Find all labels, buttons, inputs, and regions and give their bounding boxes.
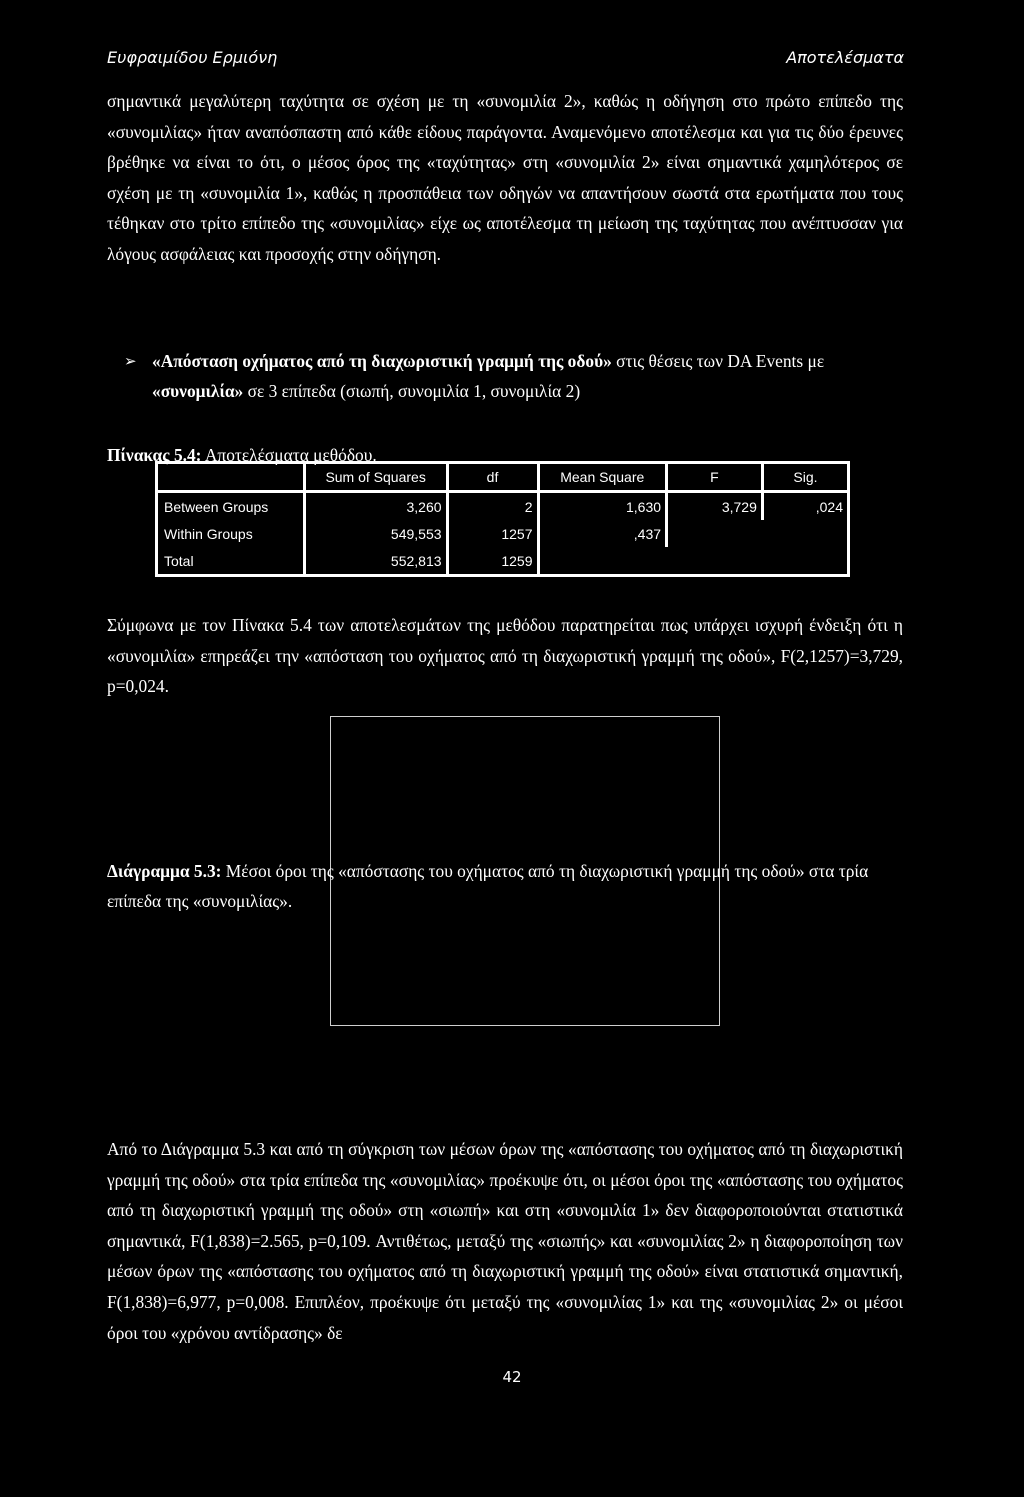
- cell-ms: [538, 547, 667, 576]
- cell-sig: [762, 547, 848, 576]
- header-section: Αποτελέσματα: [786, 48, 904, 67]
- paragraph-1: σημαντικά μεγαλύτερη ταχύτητα σε σχέση με τη «συνομιλία 2», καθώς η οδήγηση στο πρώτο επίπεδο της «συνομιλίας» ήταν αναπόσπαστη από κάθε είδους παράγοντα. Αναμενόμενο αποτέλεσμα και για τις δύο έρευνες βρέθηκε να είναι το ότι, ο μέσος όρος της «ταχύτητας» στη «συνομιλία 2» είναι σημαντικά χαμηλότερος σε σχέση με τη «συνομιλία 1», καθώς η προσπάθεια των οδηγών να απαντήσουν σωστά στα ερωτήματα που τους τέθηκαν στο τρίτο επίπεδο της «συνομιλίας» είχε ως αποτέλεσμα τη μείωση της ταχύτητας που ανέπτυσσαν για λόγους ασφάλειας και προσοχής στην οδήγηση.: [107, 91, 903, 264]
- table-caption-text: Αποτελέσματα μεθόδου.: [201, 445, 377, 465]
- paragraph-3: Από το Διάγραμμα 5.3 και από τη σύγκριση των μέσων όρων της «απόστασης του οχήματος από τη διαχωριστική γραμμή της οδού» στα τρία επίπεδα της «συνομιλίας» προέκυψε ότι, οι μέσοι όροι της «απόστασης του οχήματος από τη διαχωριστική γραμμή της οδού» στη «σιωπή» και στη «συνομιλία 1» δεν διαφοροποιούνται στατιστικά σημαντικά, F(1,838)=2.565, p=0,109. Αντιθέτως, μεταξύ της «σιωπής» και «συνομιλίας 2» η διαφοροποίηση των μέσων όρων της «απόστασης του οχήματος από τη διαχωριστική γραμμή της οδού» είναι στατιστικά σημαντική, F(1,838)=6,977, p=0,008. Επιπλέον, προέκυψε ότι μεταξύ της «συνομιλίας 1» και της «συνομιλίας 2» οι μέσοι όροι του «χρόνου αντίδρασης» δε: [107, 1139, 903, 1343]
- header-sig: Sig.: [762, 463, 848, 492]
- bullet-text-b: σε 3 επίπεδα (σιωπή, συνομιλία 1, συνομιλία 2): [243, 381, 581, 401]
- table-row: [157, 520, 849, 547]
- cell-sig: [762, 520, 848, 547]
- header-f: F: [667, 463, 763, 492]
- bullet-bold-2: «συνομιλία»: [152, 381, 244, 401]
- cell-ms: ,437: [538, 520, 667, 547]
- bullet-text-a: στις θέσεις των DA Events με: [611, 351, 825, 371]
- cell-f: [667, 520, 763, 547]
- header-author: Ευφραιμίδου Ερμιόνη: [107, 48, 278, 67]
- diagram-caption-label: Διάγραμμα 5.3:: [107, 861, 222, 881]
- bullet-title: «Απόσταση οχήματος από τη διαχωριστική γραμμή της οδού»: [152, 351, 612, 371]
- cell-f: [667, 547, 763, 576]
- table-corner: [157, 463, 305, 492]
- page-number: 42: [502, 1368, 522, 1386]
- diagram-caption-text: Μέσοι όροι της «απόστασης του οχήματος από τη διαχωριστική γραμμή της οδού» στα τρία επίπεδα της «συνομιλίας».: [107, 861, 869, 911]
- paragraph-2: Σύμφωνα με τον Πίνακα 5.4 των αποτελεσμάτων της μεθόδου παρατηρείται πως υπάρχει ισχυρή ένδειξη ότι η «συνομιλία» επηρεάζει την «απόσταση του οχήματος από τη διαχωριστική γραμμή της οδού», F(2,1257)=3,729, p=0,024.: [107, 615, 903, 697]
- diagram-caption: [107, 856, 903, 916]
- header-sum-of-squares: Sum of Squares: [304, 463, 447, 492]
- table-caption-label: Πίνακας 5.4:: [107, 445, 202, 465]
- table-header-row: [157, 463, 849, 492]
- row-label: Between Groups: [157, 492, 305, 521]
- cell-ss: 552,813: [304, 547, 447, 576]
- bullet-item: [124, 346, 904, 406]
- cell-ms: 1,630: [538, 492, 667, 521]
- cell-df: 2: [447, 492, 538, 521]
- table-row: [157, 547, 849, 576]
- anova-table: [155, 461, 850, 577]
- row-label: Total: [157, 547, 305, 576]
- cell-ss: 3,260: [304, 492, 447, 521]
- cell-ss: 549,553: [304, 520, 447, 547]
- table-row: [157, 492, 849, 521]
- arrow-bullet-icon: ➢: [124, 352, 137, 370]
- cell-df: 1259: [447, 547, 538, 576]
- cell-df: 1257: [447, 520, 538, 547]
- header-mean-square: Mean Square: [538, 463, 667, 492]
- row-label: Within Groups: [157, 520, 305, 547]
- header-df: df: [447, 463, 538, 492]
- cell-f: 3,729: [667, 492, 763, 521]
- cell-sig: ,024: [815, 498, 843, 515]
